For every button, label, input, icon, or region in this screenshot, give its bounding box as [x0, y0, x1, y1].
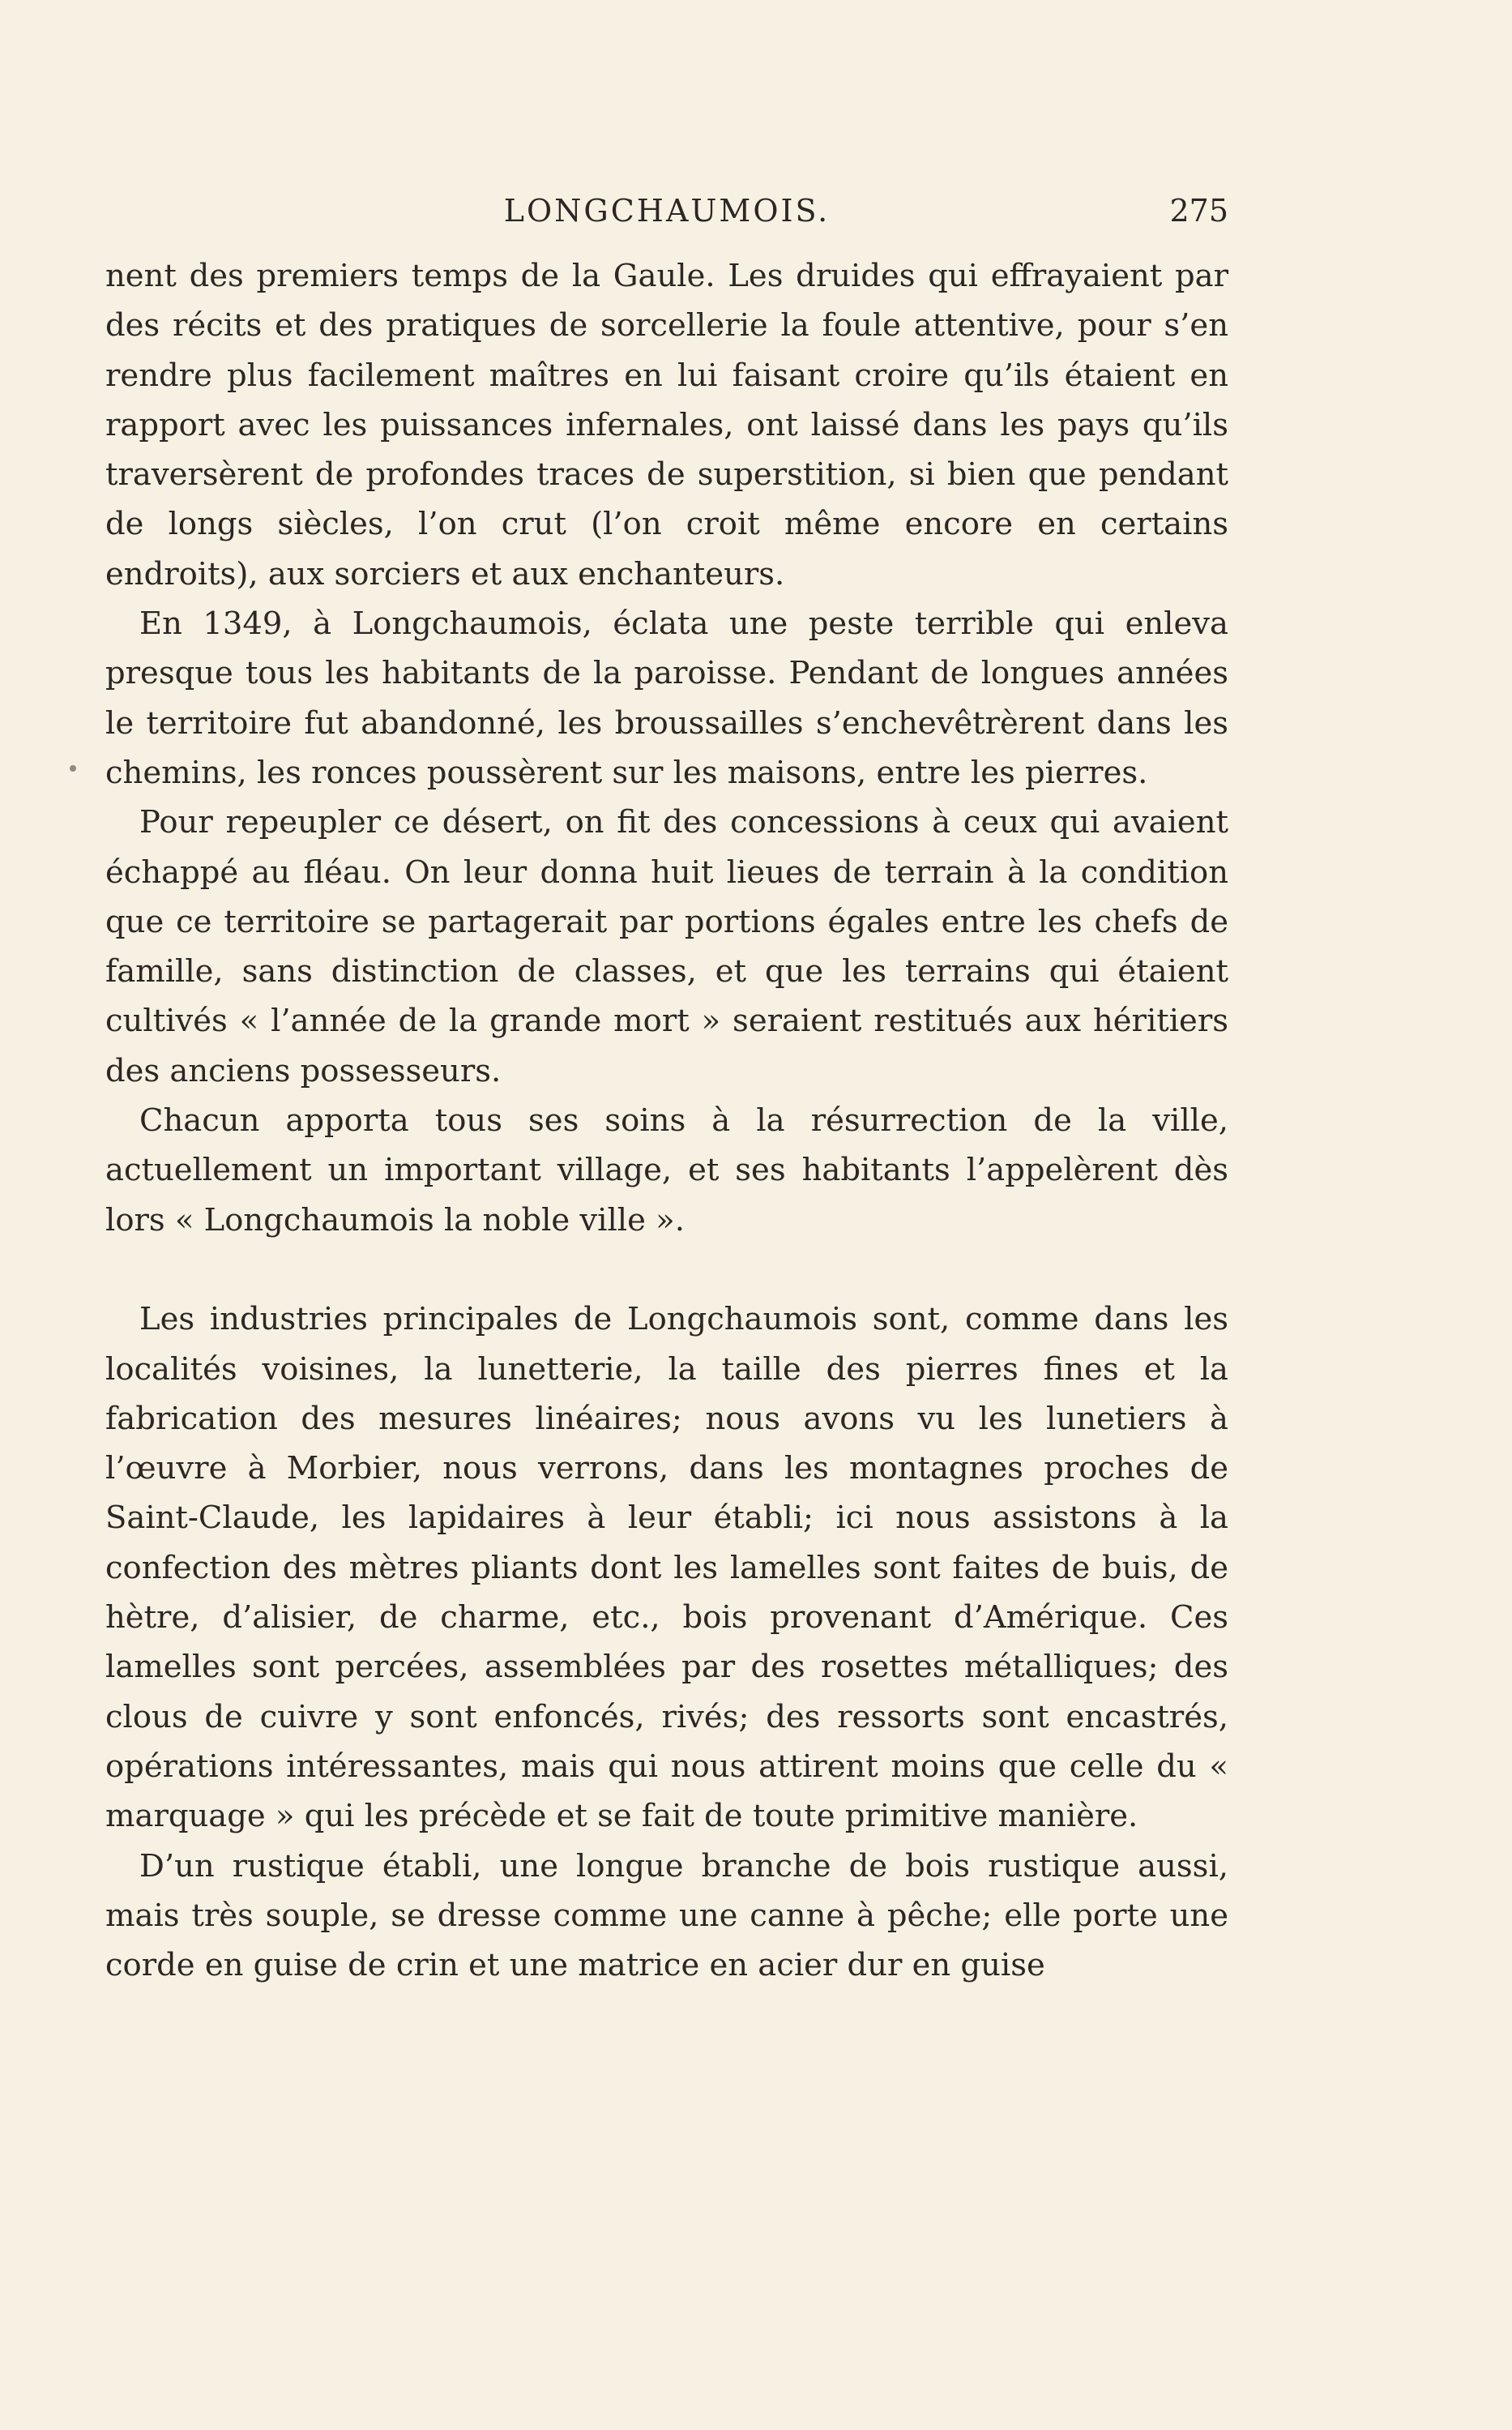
running-head [105, 186, 1228, 235]
section-gap [105, 1245, 1228, 1294]
paragraph-workbench: D’un rustique établi, une longue branche de bois rustique aussi, mais très souple, se dresse comme une canne à pêche; elle porte une corde en guise de crin et une matrice en acier dur en guise [105, 1847, 1228, 1984]
paragraph-continuation: nent des premiers temps de la Gaule. Les druides qui effrayaient par des récits et des pratiques de sorcellerie la foule attentive, pour s’en rendre plus facilement maîtres en lui faisant croire qu’ils étaient en rapport avec les puissances infernales, ont laissé dans les pays qu’ils traversèrent de profondes traces de superstition, si bien que pendant de longs siècles, l’on crut (l’on croit même encore en certains endroits), aux sorciers et aux enchanteurs. [105, 258, 1228, 593]
running-title: LONGCHAUMOIS. [503, 193, 831, 229]
paragraph-repopulation: Pour repeupler ce désert, on fit des concessions à ceux qui avaient échappé au fléau. On leur donna huit lieues de terrain à la condition que ce territoire se partagerait par portions égales entre les chefs de famille, sans distinction de classes, et que les terrains qui étaient cultivés « l’année de la grande mort » seraient restitués aux héritiers des anciens possesseurs. [105, 804, 1228, 1089]
page-number: 275 [1169, 193, 1228, 229]
paragraph-industries: Les industries principales de Longchaumois sont, comme dans les localités voisines, la lunetterie, la taille des pierres fines et la fabrication des mesures linéaires; nous avons vu les lunetiers à l’œuvre à Morbier, nous verrons, dans les montagnes proches de Saint-Claude, les lapidaires à leur établi; ici nous assistons à la confection des mètres pliants dont les lamelles sont faites de buis, de hètre, d’alisier, de charme, etc., bois provenant d’Amérique. Ces lamelles sont percées, assemblées par des rosettes métalliques; des clous de cuivre y sont enfoncés, rivés; des ressorts sont encastrés, opérations intéressantes, mais qui nous attirent moins que celle du « marquage » qui les précède et se fait de toute primitive manière. [105, 1301, 1228, 1835]
margin-speck [70, 765, 76, 772]
paragraph-plague: En 1349, à Longchaumois, éclata une peste terrible qui enleva presque tous les habitants de la paroisse. Pendant de longues années le territoire fut abandonné, les broussailles s’enchevêtrèrent dans les chemins, les ronces poussèrent sur les maisons, entre les pierres. [105, 605, 1228, 791]
paragraph-noble-town: Chacun apporta tous ses soins à la résurrection de la ville, actuellement un important village, et ses habitants l’appelèrent dès lors « Longchaumois la noble ville ». [105, 1102, 1228, 1239]
body-text [105, 251, 1228, 1990]
